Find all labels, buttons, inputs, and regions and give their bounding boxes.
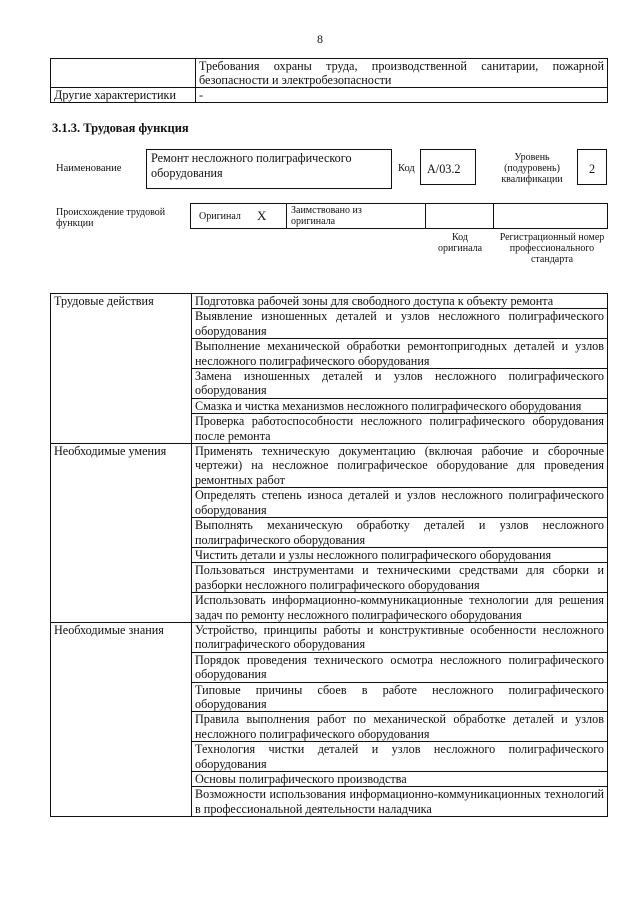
- list-item: Подготовка рабочей зоны для свободного доступа к объекту ремонта: [192, 294, 608, 309]
- category-cell: Необходимые умения: [51, 444, 192, 623]
- function-code-box: А/03.2: [420, 149, 476, 185]
- borrowed-label: Заимствовано из оригинала: [291, 205, 362, 227]
- row-label: [51, 59, 196, 88]
- divider: [493, 203, 494, 229]
- table-row: [51, 88, 608, 103]
- list-item: Основы полиграфического производства: [192, 772, 608, 787]
- section-title: 3.1.3. Трудовая функция: [52, 121, 189, 135]
- list-item: Смазка и чистка механизмов несложного полиграфического оборудования: [192, 398, 608, 413]
- list-item: Пользоваться инструментами и техническими средствами для сборки и разборки несложного полиграфического оборудования: [192, 563, 608, 593]
- list-item: Правила выполнения работ по механической обработке деталей и узлов несложного полиграфического оборудования: [192, 712, 608, 742]
- list-item: Применять техническую документацию (включая рабочие и сборочные чертежи) на несложное полиграфическое оборудование для проведения ремонтных работ: [192, 444, 608, 488]
- category-cell: Трудовые действия: [51, 294, 192, 444]
- function-name-box: Ремонт несложного полиграфического оборудования: [146, 149, 392, 189]
- list-item: Использовать информационно-коммуникационные технологии для решения задач по ремонту несложного полиграфического оборудования: [192, 593, 608, 623]
- table-row: [51, 622, 608, 652]
- list-item: Замена изношенных деталей и узлов несложного полиграфического оборудования: [192, 369, 608, 399]
- list-item: Типовые причины сбоев в работе несложного полиграфического оборудования: [192, 682, 608, 712]
- list-item: Устройство, принципы работы и конструктивные особенности несложного полиграфического оборудования: [192, 622, 608, 652]
- list-item: Чистить детали и узлы несложного полиграфического оборудования: [192, 547, 608, 562]
- table-row: [51, 444, 608, 488]
- original-mark: X: [257, 208, 267, 223]
- reg-caption: Регистрационный номер профессионального стандарта: [499, 232, 605, 265]
- divider: [425, 203, 426, 229]
- list-item: Выполнение механической обработки ремонтопригодных деталей и узлов несложного полиграфического оборудования: [192, 339, 608, 369]
- origin-row: [190, 203, 608, 229]
- divider: [286, 203, 287, 229]
- list-item: Выполнять механическую обработку деталей и узлов несложного полиграфического оборудования: [192, 518, 608, 548]
- top-continuation-table: [50, 58, 608, 103]
- table-row: [51, 59, 608, 88]
- original-label: Оригинал: [199, 211, 241, 222]
- function-details-table: [50, 293, 608, 817]
- level-label: Уровень (подуровень) квалификации: [501, 152, 563, 185]
- list-item: Проверка работоспособности несложного полиграфического оборудования после ремонта: [192, 414, 608, 444]
- list-item: Возможности использования информационно-коммуникационных технологий в профессиональной деятельности наладчика: [192, 787, 608, 817]
- list-item: Технология чистки деталей и узлов несложного полиграфического оборудования: [192, 742, 608, 772]
- list-item: Выявление изношенных деталей и узлов несложного полиграфического оборудования: [192, 309, 608, 339]
- list-item: Порядок проведения технического осмотра несложного полиграфического оборудования: [192, 652, 608, 682]
- page-number: 8: [317, 32, 323, 46]
- code-label: Код: [398, 163, 415, 174]
- origin-label: Происхождение трудовой функции: [56, 207, 166, 229]
- row-label: Другие характеристики: [51, 88, 196, 103]
- row-value: -: [196, 88, 608, 103]
- table-row: [51, 294, 608, 309]
- code-caption: Код оригинала: [437, 232, 483, 254]
- list-item: Определять степень износа деталей и узлов несложного полиграфического оборудования: [192, 488, 608, 518]
- category-cell: Необходимые знания: [51, 622, 192, 816]
- level-value-box: 2: [577, 149, 607, 185]
- row-value: Требования охраны труда, производственной санитарии, пожарной безопасности и электробезопасности: [196, 59, 608, 88]
- name-label: Наименование: [56, 163, 122, 174]
